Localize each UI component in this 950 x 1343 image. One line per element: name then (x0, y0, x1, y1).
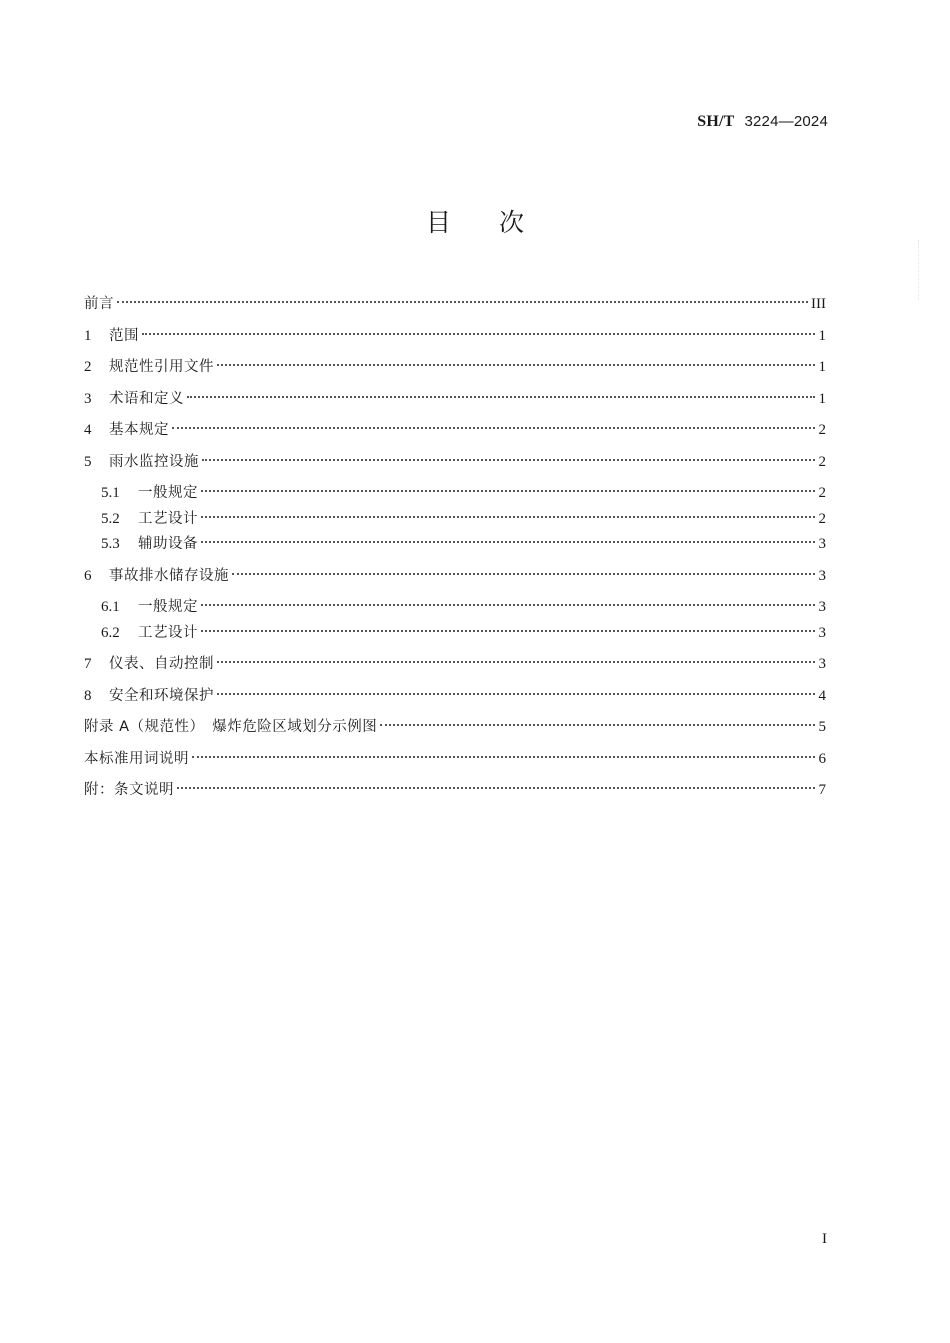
toc-entry-6-2[interactable] (84, 621, 826, 645)
standard-prefix: SH/T (697, 113, 735, 130)
standard-code (697, 112, 828, 131)
toc-page-number: 2 (818, 510, 826, 527)
page-title: 目次 (425, 208, 572, 237)
dot-leader (142, 333, 815, 335)
dot-leader (117, 301, 808, 303)
toc-page-number: 6 (818, 750, 826, 767)
toc-number: 5.3 (101, 536, 120, 552)
dot-leader (201, 541, 815, 543)
dot-leader (202, 459, 815, 461)
toc-entry-foreword[interactable] (84, 292, 826, 316)
toc-label: 工艺设计 (138, 510, 198, 527)
toc-entry-5[interactable] (84, 450, 826, 474)
toc-page-number: 3 (818, 567, 826, 584)
toc-page-number: 5 (818, 719, 826, 735)
toc-entry-5-2[interactable] (84, 507, 826, 531)
scan-edge-marks (918, 240, 923, 300)
toc-label: 附录 A（规范性） 爆炸危险区域划分示例图 (84, 719, 378, 735)
toc-page-number: 1 (818, 359, 826, 375)
toc-label: 前言 (84, 296, 114, 312)
dot-leader (201, 630, 815, 632)
toc-label: 安全和环境保护 (109, 687, 214, 704)
toc-entry-6[interactable] (84, 564, 826, 588)
toc-page-number: 3 (818, 536, 826, 552)
dot-leader (380, 724, 815, 726)
toc-label: 一般规定 (138, 485, 198, 501)
dot-leader (177, 787, 815, 789)
toc-label: 术语和定义 (109, 390, 184, 407)
toc-page-number: 2 (818, 453, 826, 470)
dot-leader (201, 516, 815, 518)
toc-number: 4 (84, 422, 92, 438)
toc-number: 8 (84, 687, 92, 704)
toc-page-number: 3 (818, 656, 826, 672)
toc-label: 本标准用词说明 (84, 750, 189, 767)
toc-number: 5 (84, 453, 92, 470)
dot-leader (217, 661, 815, 663)
toc-label: 基本规定 (109, 422, 169, 438)
toc-label: 事故排水储存设施 (109, 567, 229, 584)
toc-label: 范围 (109, 327, 139, 344)
toc-entry-3[interactable] (84, 387, 826, 411)
toc-page-number: 7 (818, 782, 826, 798)
toc-label: 附：条文说明 (84, 782, 174, 798)
dot-leader (201, 490, 815, 492)
toc-page-number: 3 (818, 624, 826, 641)
toc-number: 5.1 (101, 485, 120, 501)
toc-entry-appendix-a[interactable] (84, 715, 826, 739)
toc-entry-5-3[interactable] (84, 532, 826, 556)
dot-leader (201, 604, 815, 606)
dot-leader (217, 364, 815, 366)
toc-number: 2 (84, 359, 92, 375)
toc-label: 一般规定 (138, 599, 198, 615)
toc-number: 1 (84, 327, 92, 344)
toc-entry-7[interactable] (84, 652, 826, 676)
toc-number: 3 (84, 390, 92, 407)
toc-entry-6-1[interactable] (84, 595, 826, 619)
toc-entry-4[interactable] (84, 418, 826, 442)
toc-page-number: 1 (818, 327, 826, 344)
dot-leader (192, 756, 815, 758)
toc-page-number: 1 (818, 390, 826, 407)
toc-page-number: 2 (818, 485, 826, 501)
toc-entry-8[interactable] (84, 684, 826, 708)
toc-page-number: 2 (818, 422, 826, 438)
toc-entry-1[interactable] (84, 324, 826, 348)
toc-label: 工艺设计 (138, 624, 198, 641)
dot-leader (172, 427, 815, 429)
toc-number: 6 (84, 567, 92, 584)
dot-leader (217, 693, 815, 695)
toc-label: 规范性引用文件 (109, 359, 214, 375)
toc-number: 6.2 (101, 624, 120, 641)
toc-number: 6.1 (101, 599, 120, 615)
toc-number: 7 (84, 656, 92, 672)
toc-page-number: 4 (818, 687, 826, 704)
toc-entry-wording-explanation[interactable] (84, 747, 826, 771)
standard-number: 3224—2024 (744, 113, 828, 130)
toc-page-number: III (811, 296, 826, 312)
dot-leader (232, 573, 815, 575)
dot-leader (187, 396, 815, 398)
toc-entry-5-1[interactable] (84, 481, 826, 505)
table-of-contents (84, 292, 826, 802)
page-number: I (822, 1231, 827, 1247)
toc-entry-2[interactable] (84, 355, 826, 379)
toc-number: 5.2 (101, 510, 120, 527)
toc-label: 辅助设备 (138, 536, 198, 552)
toc-label: 仪表、自动控制 (109, 656, 214, 672)
toc-entry-clause-explanation[interactable] (84, 778, 826, 802)
toc-label: 雨水监控设施 (109, 453, 199, 470)
toc-page-number: 3 (818, 599, 826, 615)
